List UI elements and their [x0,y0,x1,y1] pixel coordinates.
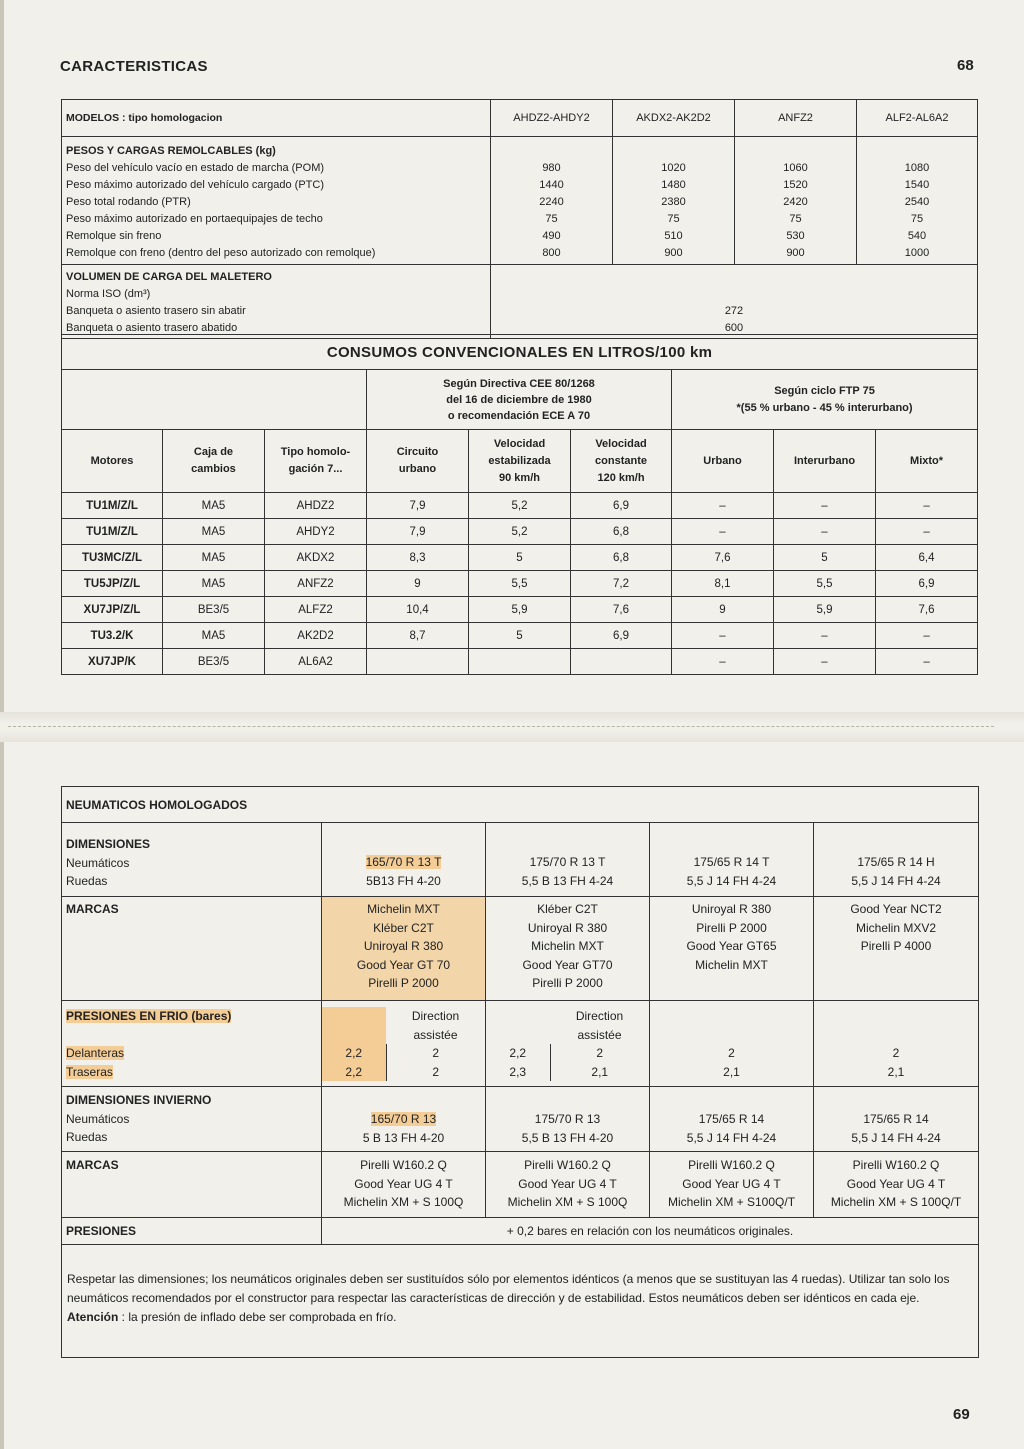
winter-marcas-col [814,1152,979,1218]
presiones-label-cell [62,1218,322,1245]
cell-tipo: AHDY2 [265,519,367,545]
directive-line: del 16 de diciembre de 1980 [446,393,592,406]
winter-tyre: 175/70 R 13 [534,1112,601,1126]
cell-mixto: – [876,519,978,545]
dim-tyre: 175/65 R 14 T [693,855,770,869]
cell-urbano: 7,6 [672,545,774,571]
atencion-label: Atención [67,1310,119,1324]
direction-label: Direction [411,1009,460,1023]
model-header: AKDX2-AK2D2 [613,100,735,137]
cell-caja: MA5 [163,623,265,649]
cell-circuito: 7,9 [367,493,469,519]
weights-values [613,137,735,265]
direction-label: assistée [577,1027,622,1042]
brand: Good Year GT 70 [356,957,451,972]
weight-value: 2420 [783,196,808,208]
cell-motor: TU1M/Z/L [62,519,163,545]
cell-motor: TU1M/Z/L [62,493,163,519]
tyres-heading: NEUMATICOS HOMOLOGADOS [66,797,248,812]
winter-marcas-label-cell [62,1152,322,1218]
boot-norm: Norma ISO (dm³) [66,288,151,300]
marcas-label-cell [62,897,322,1001]
weight-value: 75 [667,213,680,225]
cell-mixto: – [876,493,978,519]
cell-v90: 5 [469,545,571,571]
pres-value: 2 [596,1046,604,1060]
winter-wheel: 5 B 13 FH 4-20 [362,1130,445,1145]
ftp-line: Según ciclo FTP 75 [774,384,875,397]
dim-col [322,823,486,897]
weight-value: 75 [789,213,802,225]
pres-col [650,1001,814,1087]
pres-value: 2 [892,1046,900,1060]
winter-col [322,1087,486,1152]
weight-value: 1000 [904,247,930,259]
cell-mixto: 6,9 [876,571,978,597]
cell-mixto: 7,6 [876,597,978,623]
cell-tipo: AHDZ2 [265,493,367,519]
pres-subtable [322,1007,485,1081]
col-header-mixto: Mixto* [876,430,978,493]
cell-caja: MA5 [163,545,265,571]
notes-paragraph: Respetar las dimensiones; los neumáticos originales deben ser sustituídos sólo por elementos idénticos (a menos que se sustituyan las 4 ruedas). Utilizar tan solo los neumáticos recomendados por el constructor para respectar las características de dirección y de estabilidad. Estos neumáticos deben ser idénticos en cada eje. [67,1272,950,1305]
ftp-line: *(55 % urbano - 45 % interurbano) [736,401,913,414]
cell-urbano: – [672,623,774,649]
weight-value: 800 [542,247,561,259]
weight-value: 75 [545,213,558,225]
winter-marcas-col [486,1152,650,1218]
weight-value: 490 [542,230,561,242]
page-fold [0,712,1024,742]
brand: Pirelli P 4000 [860,939,932,953]
consumption-row [62,623,978,649]
cell-v90: 5 [469,623,571,649]
tyres-table [61,786,979,1358]
brand: Good Year GT65 [686,939,777,953]
brand: Pirelli W160.2 Q [360,1158,447,1172]
brand: Pirelli W160.2 Q [688,1158,775,1172]
winter-tyre: 165/70 R 13 [370,1112,437,1126]
pres-front-label: Delanteras [66,1046,125,1060]
spec-table [61,99,978,339]
dim-heading: DIMENSIONES [66,837,151,851]
cell-v90: 5,2 [469,493,571,519]
dim-wheel: 5,5 J 14 FH 4-24 [851,873,941,888]
atencion-text: : la presión de inflado debe ser comprobada en frío. [118,1310,397,1324]
dim-label: Neumáticos [66,855,130,870]
brand: Kléber C2T [373,920,434,935]
weight-value: 530 [786,230,805,242]
marcas-col [814,897,979,1001]
brand: Michelin XM + S100Q/T [667,1195,796,1209]
presiones-text: + 0,2 bares en relación con los neumáticos originales. [322,1218,979,1245]
consumption-row [62,571,978,597]
weight-value: 1540 [904,179,930,191]
marcas-heading: MARCAS [66,902,119,916]
cell-circuito: 8,3 [367,545,469,571]
col-header-interurbano: Interurbano [774,430,876,493]
weight-value: 1480 [661,179,686,191]
cell-caja: MA5 [163,493,265,519]
fold-line [8,726,994,727]
weights-heading: PESOS Y CARGAS REMOLCABLES (kg) [66,145,276,157]
direction-label: Direction [575,1009,624,1023]
direction-label: assistée [413,1027,458,1042]
weights-row-label: Peso total rodando (PTR) [66,196,191,208]
cell-interurbano: – [774,649,876,675]
ftp-header [672,370,978,430]
brand: Good Year GT70 [522,957,613,972]
col-header-vel90: Velocidad estabilizada 90 km/h [469,430,571,493]
cell-v90: 5,9 [469,597,571,623]
winter-wheel: 5,5 J 14 FH 4-24 [851,1130,941,1145]
cell-interurbano: – [774,519,876,545]
cell-mixto: – [876,649,978,675]
pres-heading: PRESIONES EN FRIO (bares) [66,1009,232,1023]
cell-interurbano: 5 [774,545,876,571]
brand: Good Year UG 4 T [846,1176,946,1191]
cell-urbano: – [672,649,774,675]
brand: Michelin MXT [695,957,768,972]
cell-urbano: – [672,493,774,519]
pres-spacer [486,1026,550,1045]
brand: Pirelli P 2000 [532,976,603,990]
cell-v90 [469,649,571,675]
cell-v120 [571,649,672,675]
pres-value: 2,2 [322,1063,386,1082]
weight-value: 1020 [661,162,686,174]
weight-value: 2240 [539,196,564,208]
directive-line: o recomendación ECE A 70 [447,409,591,422]
weights-values [735,137,857,265]
models-label: MODELOS : tipo homologacion [62,100,491,137]
dim-label: Ruedas [66,874,108,888]
directive-header [367,370,672,430]
dim-wheel: 5,5 B 13 FH 4-24 [521,873,614,888]
presiones-heading: PRESIONES [66,1224,137,1238]
cell-tipo: AK2D2 [265,623,367,649]
consumption-row [62,519,978,545]
pres-value: 2 [432,1064,440,1079]
cell-urbano: – [672,519,774,545]
winter-heading: DIMENSIONES INVIERNO [66,1093,212,1107]
winter-wheel: 5,5 J 14 FH 4-24 [686,1130,777,1145]
boot-values [491,265,978,339]
cell-motor: TU3MC/Z/L [62,545,163,571]
boot-value: 600 [724,322,744,334]
weight-value: 1080 [904,162,930,174]
pres-spacer [322,1026,386,1045]
brand: Pirelli P 2000 [368,976,439,990]
winter-wheel: 5,5 B 13 FH 4-20 [521,1130,614,1145]
consumption-row [62,545,978,571]
brand: Pirelli P 2000 [696,920,767,935]
consumption-row [62,597,978,623]
winter-label: Ruedas [66,1130,108,1144]
model-header: ALF2-AL6A2 [857,100,978,137]
cell-interurbano: 5,5 [774,571,876,597]
model-header: ANFZ2 [735,100,857,137]
dim-wheel: 5,5 J 14 FH 4-24 [686,873,777,888]
cell-motor: XU7JP/K [62,649,163,675]
dim-wheel: 5B13 FH 4-20 [366,873,441,888]
weight-value: 540 [907,230,927,242]
brand: Uniroyal R 380 [527,920,608,935]
cell-v90: 5,2 [469,519,571,545]
notes-atencion [67,1308,973,1327]
cell-caja: MA5 [163,571,265,597]
dim-labels [62,823,322,897]
winter-marcas-heading: MARCAS [66,1158,119,1172]
directive-line: Según Directiva CEE 80/1268 [443,377,595,390]
consumption-title: CONSUMOS CONVENCIONALES EN LITROS/100 km [62,335,978,370]
winter-col [814,1087,979,1152]
pres-subtable [486,1007,649,1081]
tyres-heading-cell [62,787,979,823]
winter-marcas-col [322,1152,486,1218]
brand: Good Year UG 4 T [354,1176,453,1191]
weights-row-label: Peso máximo autorizado en portaequipajes de techo [66,213,323,225]
weights-row-label: Peso máximo autorizado del vehículo cargado (PTC) [66,179,325,191]
cell-interurbano: – [774,623,876,649]
page-number-top: 68 [957,57,974,74]
weight-value: 2540 [904,196,930,208]
consumption-blank-header [62,370,367,430]
winter-labels [62,1087,322,1152]
cell-motor: XU7JP/Z/L [62,597,163,623]
brand: Uniroyal R 380 [691,902,772,916]
cell-circuito [367,649,469,675]
pres-value: 2 [432,1046,440,1060]
brand: Uniroyal R 380 [363,939,444,953]
weight-value: 510 [664,230,683,242]
weight-value: 1440 [539,179,564,191]
dim-tyre: 175/65 R 14 H [857,855,935,869]
winter-tyre: 175/65 R 14 [698,1112,765,1126]
cell-v120: 6,8 [571,519,672,545]
winter-col [650,1087,814,1152]
boot-labels [62,265,491,339]
winter-label: Neumáticos [66,1111,130,1126]
marcas-col [650,897,814,1001]
cell-circuito: 7,9 [367,519,469,545]
winter-marcas-col [650,1152,814,1218]
pres-value: 2,1 [591,1064,609,1079]
cell-circuito: 8,7 [367,623,469,649]
brand: Kléber C2T [537,902,598,916]
cell-motor: TU5JP/Z/L [62,571,163,597]
cell-caja: BE3/5 [163,649,265,675]
consumption-table [61,334,978,675]
boot-row-label: Banqueta o asiento trasero sin abatir [66,305,246,317]
cell-mixto: 6,4 [876,545,978,571]
cell-circuito: 10,4 [367,597,469,623]
pres-rear-label: Traseras [66,1064,113,1079]
consumption-row [62,493,978,519]
brand: Pirelli W160.2 Q [524,1158,611,1172]
boot-row-label: Banqueta o asiento trasero abatido [66,322,238,334]
cell-tipo: ALFZ2 [265,597,367,623]
winter-col [486,1087,650,1152]
brand: Michelin XM + S 100Q/T [830,1195,962,1209]
boot-heading: VOLUMEN DE CARGA DEL MALETERO [66,271,272,283]
page-number-bottom: 69 [953,1406,970,1423]
brand: Good Year UG 4 T [682,1176,781,1191]
cell-tipo: ANFZ2 [265,571,367,597]
brand: Michelin MXT [367,902,440,916]
pres-spacer [486,1007,550,1026]
pres-labels [62,1001,322,1087]
cell-tipo: AL6A2 [265,649,367,675]
col-header-caja: Caja de cambios [163,430,265,493]
cell-circuito: 9 [367,571,469,597]
cell-caja: MA5 [163,519,265,545]
marcas-col [322,897,486,1001]
pres-value: 2,2 [486,1044,550,1063]
model-header: AHDZ2-AHDY2 [491,100,613,137]
pres-col [322,1001,486,1087]
dim-col [486,823,650,897]
weights-values [857,137,978,265]
weight-value: 900 [664,247,683,259]
pres-value: 2,1 [887,1064,905,1079]
dim-tyre: 175/70 R 13 T [529,855,606,869]
marcas-col [486,897,650,1001]
brand: Good Year UG 4 T [518,1176,617,1191]
cell-v90: 5,5 [469,571,571,597]
cell-v120: 7,6 [571,597,672,623]
dim-tyre: 165/70 R 13 T [365,855,442,869]
winter-tyre: 175/65 R 14 [863,1112,929,1126]
cell-v120: 6,9 [571,623,672,649]
pres-col [486,1001,650,1087]
col-header-circuito: Circuito urbano [367,430,469,493]
cell-caja: BE3/5 [163,597,265,623]
cell-v120: 6,9 [571,493,672,519]
brand: Michelin MXV2 [856,920,937,935]
pres-col [814,1001,979,1087]
dim-col [650,823,814,897]
notes-cell [62,1245,979,1358]
pres-value: 2 [728,1046,735,1060]
col-header-tipo: Tipo homolo- gación 7... [265,430,367,493]
weight-value: 75 [910,213,924,225]
pres-spacer [322,1007,386,1026]
brand: Michelin XM + S 100Q [343,1195,464,1209]
dim-col [814,823,979,897]
weight-value: 900 [786,247,805,259]
col-header-vel120: Velocidad constante 120 km/h [571,430,672,493]
weights-row-label: Remolque con freno (dentro del peso autorizado con remolque) [66,247,376,259]
cell-mixto: – [876,623,978,649]
cell-motor: TU3.2/K [62,623,163,649]
weights-row-label: Peso del vehículo vacío en estado de marcha (POM) [66,162,325,174]
pres-value: 2,3 [486,1063,550,1082]
cell-tipo: AKDX2 [265,545,367,571]
brand: Michelin MXT [531,939,604,953]
pres-value: 2,2 [322,1044,386,1063]
cell-interurbano: – [774,493,876,519]
weight-value: 980 [542,162,561,174]
brand: Good Year NCT2 [850,902,942,916]
weight-value: 2380 [661,196,686,208]
boot-value: 272 [724,305,744,317]
weights-labels [62,137,491,265]
cell-v120: 6,8 [571,545,672,571]
page-title: CARACTERISTICAS [60,58,208,75]
weight-value: 1060 [783,162,808,174]
cell-interurbano: 5,9 [774,597,876,623]
cell-urbano: 9 [672,597,774,623]
col-header-motores: Motores [62,430,163,493]
cell-v120: 7,2 [571,571,672,597]
cell-urbano: 8,1 [672,571,774,597]
pres-value: 2,1 [723,1064,740,1079]
weight-value: 1520 [783,179,808,191]
brand: Pirelli W160.2 Q [852,1158,940,1172]
col-header-urbano: Urbano [672,430,774,493]
consumption-row [62,649,978,675]
brand: Michelin XM + S 100Q [507,1195,628,1209]
weights-values [491,137,613,265]
weights-row-label: Remolque sin freno [66,230,162,242]
